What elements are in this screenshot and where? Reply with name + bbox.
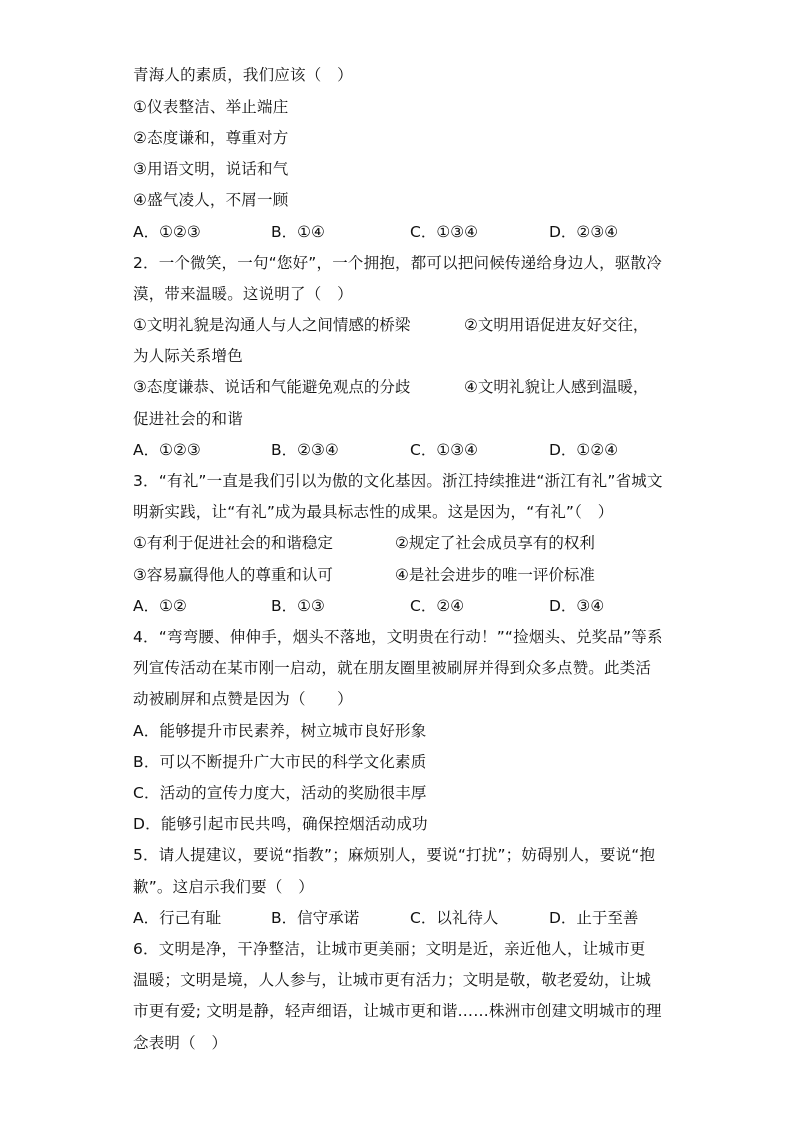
q4-option-c: C．活动的宣传力度大，活动的奖励很丰厚: [133, 784, 427, 802]
q1-option-c: C．①③④: [410, 223, 479, 241]
q4-stem-line-3: 动被刷屏和点赞是因为（ ）: [133, 690, 353, 708]
q2-option-b: B．②③④: [271, 441, 339, 459]
q1-option-b: B．①④: [271, 223, 325, 241]
q6-stem-line-2: 温暖；文明是境，人人参与，让城市更有活力；文明是敬，敬老爱幼，让城: [133, 971, 652, 989]
q3-option-d: D．③④: [549, 597, 605, 615]
q1-option-a: A．①②③: [133, 223, 201, 241]
q2-item-4-cont: 促进社会的和谐: [133, 410, 243, 428]
q2-option-c: C．①③④: [410, 441, 479, 459]
q1-option-d: D．②③④: [549, 223, 619, 241]
q3-item-2: ②规定了社会成员享有的权利: [395, 534, 595, 552]
q6-stem-line-1: 6．文明是净，干净整洁，让城市更美丽；文明是近，亲近他人，让城市更: [133, 940, 646, 958]
q4-option-d: D．能够引起市民共鸣，确保控烟活动成功: [133, 815, 428, 833]
q2-item-4: ④文明礼貌让人感到温暖，: [464, 378, 649, 396]
q3-stem-line-1: 3．“有礼”一直是我们引以为傲的文化基因。浙江持续推进“浙江有礼”省城文: [133, 472, 663, 490]
q2-stem-line-2: 漠，带来温暖。这说明了（ ）: [133, 285, 353, 303]
q4-option-a: A．能够提升市民素养，树立城市良好形象: [133, 722, 427, 740]
q2-item-2-cont: 为人际关系增色: [133, 347, 243, 365]
q1-item-1: ①仪表整洁、举止端庄: [133, 98, 289, 116]
q6-stem-line-3: 市更有爱; 文明是静，轻声细语，让城市更和谐……株洲市创建文明城市的理: [133, 1002, 662, 1020]
q1-item-2: ②态度谦和，尊重对方: [133, 129, 289, 147]
q2-item-1: ①文明礼貌是沟通人与人之间情感的桥梁: [133, 316, 411, 334]
q3-option-a: A．①②: [133, 597, 187, 615]
q4-stem-line-2: 列宣传活动在某市刚一启动，就在朋友圈里被刷屏并得到众多点赞。此类活: [133, 659, 652, 677]
q3-item-1: ①有利于促进社会的和谐稳定: [133, 534, 333, 552]
q2-stem-line-1: 2．一个微笑，一句“您好”，一个拥抱，都可以把问候传递给身边人，驱散冷: [133, 254, 662, 272]
q2-option-a: A．①②③: [133, 441, 201, 459]
q4-stem-line-1: 4．“弯弯腰、伸伸手，烟头不落地，文明贵在行动！”“捡烟头、兑奖品”等系: [133, 628, 663, 646]
q2-item-3: ③态度谦恭、说话和气能避免观点的分歧: [133, 378, 411, 396]
q5-option-a: A．行己有耻: [133, 909, 222, 927]
q4-option-b: B．可以不断提升广大市民的科学文化素质: [133, 753, 427, 771]
q2-option-d: D．①②④: [549, 441, 619, 459]
q1-stem: 青海人的素质，我们应该（ ）: [133, 66, 353, 84]
q3-option-b: B．①③: [271, 597, 325, 615]
q1-item-4: ④盛气凌人，不屑一顾: [133, 191, 289, 209]
q5-stem-line-2: 歉”。这启示我们要（ ）: [133, 878, 314, 896]
q3-item-4: ④是社会进步的唯一评价标准: [395, 566, 595, 584]
q2-item-2: ②文明用语促进友好交往，: [464, 316, 649, 334]
q5-option-b: B．信守承诺: [271, 909, 360, 927]
q5-option-c: C．以礼待人: [410, 909, 499, 927]
q1-item-3: ③用语文明，说话和气: [133, 160, 289, 178]
q3-option-c: C．②④: [410, 597, 465, 615]
q3-stem-line-2: 明新实践，让“有礼”成为最具标志性的成果。这是因为，“有礼”（ ）: [133, 503, 614, 521]
q3-item-3: ③容易赢得他人的尊重和认可: [133, 566, 333, 584]
q5-stem-line-1: 5．请人提建议，要说“指教”；麻烦别人，要说“打扰”；妨碍别人，要说“抱: [133, 846, 656, 864]
q5-option-d: D．止于至善: [549, 909, 639, 927]
q6-stem-line-4: 念表明（ ）: [133, 1034, 228, 1052]
